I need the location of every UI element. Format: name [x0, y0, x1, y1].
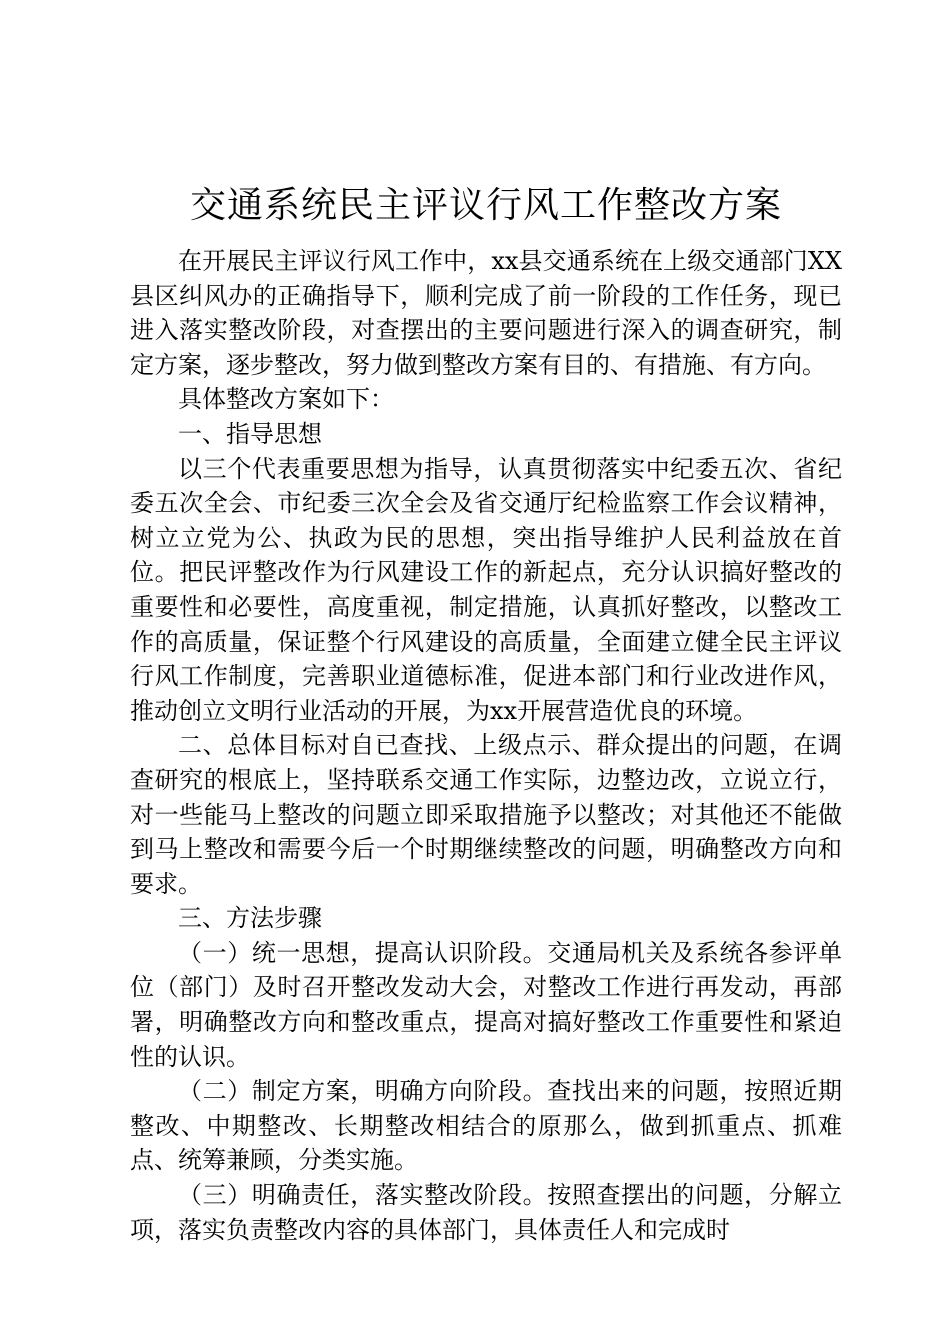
document-page [130, 178, 842, 1247]
paragraph-step-2: （二）制定方案，明确方向阶段。查找出来的问题，按照近期整改、中期整改、长期整改相结合的原那么，做到抓重点、抓难点、统筹兼顾，分类实施。 [130, 1077, 842, 1175]
paragraph-step-1: （一）统一思想，提高认识阶段。交通局机关及系统各参评单位（部门）及时召开整改发动大会，对整改工作进行再发动，再部署，明确整改方向和整改重点，提高对搞好整改工作重要性和紧迫性的认识。 [130, 938, 842, 1071]
paragraph-intro: 在开展民主评议行风工作中，xx县交通系统在上级交通部门XX县区纠风办的正确指导下，顺利完成了前一阶段的工作任务，现已进入落实整改阶段，对查摆出的主要问题进行深入的调查研究，制定方案，逐步整改，努力做到整改方案有目的、有措施、有方向。 [130, 247, 842, 379]
paragraph-overall-goal: 二、总体目标对自已查找、上级点示、群众提出的问题，在调查研究的根底上，坚持联系交通工作实际，边整边改，立说立行，对一些能马上整改的问题立即采取措施予以整改；对其他还不能做到马上整改和需要今后一个时期继续整改的问题，明确整改方向和要求。 [130, 731, 842, 898]
heading-guiding-thought: 一、指导思想 [178, 419, 322, 448]
paragraph-step-3: （三）明确责任，落实整改阶段。按照查摆出的问题，分解立项，落实负责整改内容的具体部门，具体责任人和完成时 [130, 1181, 842, 1244]
paragraph-plan-lead: 具体整改方案如下： [178, 385, 394, 414]
document-title: 交通系统民主评议行风工作整改方案 [189, 185, 782, 226]
paragraph-guiding-thought: 以三个代表重要思想为指导，认真贯彻落实中纪委五次、省纪委五次全会、市纪委三次全会及省交通厅纪检监察工作会议精神，树立立党为公、执政为民的思想，突出指导维护人民利益放在首位。把民评整改作为行风建设工作的新起点，充分认识搞好整改的重要性和必要性，高度重视，制定措施，认真抓好整改，以整改工作的高质量，保证整个行风建设的高质量，全面建立健全民主评议行风工作制度，完善职业道德标准，促进本部门和行业改进作风，推动创立文明行业活动的开展，为xx开展营造优良的环境。 [130, 454, 842, 725]
heading-method-steps: 三、方法步骤 [178, 904, 322, 933]
